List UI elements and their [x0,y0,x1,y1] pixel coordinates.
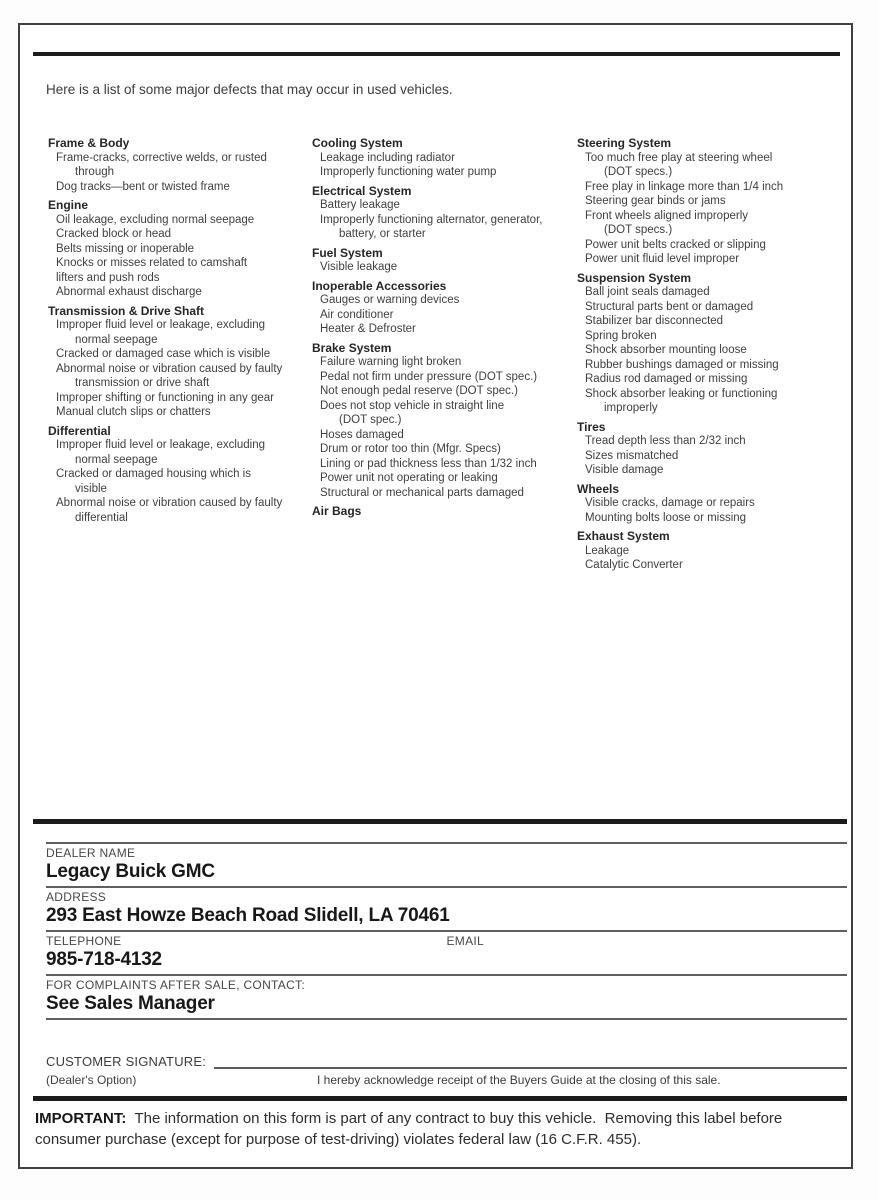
defect-item-line: Air conditioner [320,308,394,321]
important-label: IMPORTANT: [35,1110,127,1127]
defect-item-line: improperly [604,402,658,414]
defect-item-line: Oil leakage, excluding normal seepage [56,213,255,226]
defect-item-line: Ball joint seals damaged [585,286,710,298]
defect-section [577,529,845,573]
defect-item-line: Heater & Defroster [320,323,416,335]
customer-signature-label: CUSTOMER SIGNATURE: [46,1054,207,1069]
defect-item-line: normal seepage [75,453,158,466]
defect-item-line: Front wheels aligned improperly [585,209,748,222]
defect-item-line: Visible leakage [320,261,398,273]
defect-item-line: Cracked block or head [56,228,172,240]
defect-item-line: lifters and push rods [56,271,160,284]
field-complaints-contact [46,974,847,1018]
defect-item-line: (DOT spec.) [339,414,402,426]
defect-item-line: Power unit not operating or leaking [320,472,498,484]
defect-section [312,246,576,275]
important-text: The information on this form is part of any contract to buy this vehicle. Removing this label before consumer purchase (except for purpose of test-driving) violates federal law (16 C.F.R. 455). [35,1110,787,1148]
defect-section-heading: Wheels [577,481,620,496]
defect-item-line: Manual clutch slips or chatters [56,406,211,418]
defect-item-line: Structural parts bent or damaged [585,300,754,313]
defect-item-line: Dog tracks—bent or twisted frame [56,180,230,193]
top-divider-rule [33,52,840,56]
defect-item-line: Belts missing or inoperable [56,242,195,255]
defect-item-line: Power unit belts cracked or slipping [585,238,766,251]
telephone-value: 985-718-4132 [46,949,162,970]
defect-section-heading: Transmission & Drive Shaft [48,303,205,318]
defect-item-line: Shock absorber mounting loose [585,344,747,356]
defect-item-line: Radius rod damaged or missing [585,373,748,385]
field-telephone-email [46,930,847,974]
form-sheet [18,23,853,1169]
defect-item-line: Rubber bushings damaged or missing [585,358,779,371]
defect-item-line: Free play in linkage more than 1/4 inch [585,180,784,193]
defect-item-line: Steering gear binds or jams [585,195,726,207]
important-notice [35,1108,835,1150]
customer-signature-line [214,1055,847,1069]
defect-section-heading: Cooling System [312,136,403,150]
defect-section [577,136,845,267]
defect-item-line: Sizes mismatched [585,449,679,462]
defect-item-line: Lining or pad thickness less than 1/32 inch [320,457,537,470]
defect-item-line: Mounting bolts loose or missing [585,511,747,524]
defect-item-line: Does not stop vehicle in straight line [320,399,505,412]
dealer-section-divider-rule [33,819,847,824]
defect-item-line: Abnormal exhaust discharge [56,286,202,298]
defect-section-heading: Tires [577,419,606,434]
dealer-name-label: DEALER NAME [46,846,136,860]
dealer-info-fields [46,842,847,1020]
defect-section-heading: Brake System [312,340,392,355]
defect-section [577,420,845,478]
defect-item-line: (DOT specs.) [604,166,673,178]
address-label: ADDRESS [46,890,107,904]
defect-item-line: Gauges or warning devices [320,294,460,306]
defect-item-line: Improperly functioning alternator, generator, [320,213,543,226]
defect-section-heading: Steering System [577,136,672,150]
complaints-contact-value: See Sales Manager [46,993,215,1014]
defect-item-line: normal seepage [75,333,158,346]
defect-item-line: Visible cracks, damage or repairs [585,497,755,509]
defect-item-line: Cracked or damaged housing which is [56,468,251,480]
field-telephone [46,935,447,974]
defect-item-line: Spring broken [585,329,657,342]
defect-item-line: Improper fluid level or leakage, excluding [56,439,266,451]
defect-item-line: through [75,166,115,178]
defect-section [48,136,312,194]
defect-section-heading: Inoperable Accessories [312,278,447,293]
defect-section-heading: Exhaust System [577,529,670,543]
defect-item-line: battery, or starter [339,228,426,240]
defect-section [48,424,312,526]
defect-item-line: Catalytic Converter [585,559,683,571]
defect-section [48,198,312,300]
defect-item-line: Improperly functioning water pump [320,166,497,178]
signature-block [46,1054,847,1089]
field-dealer-name [46,842,847,886]
defect-section [312,136,576,180]
defect-item-line: Structural or mechanical parts damaged [320,486,524,499]
fields-bottom-rule [46,1018,847,1020]
defect-section-heading: Frame & Body [48,136,130,150]
defect-item-line: Knocks or misses related to camshaft [56,257,248,269]
defects-column-2 [312,136,576,519]
defect-item-line: Abnormal noise or vibration caused by faulty [56,497,283,509]
complaints-contact-label: FOR COMPLAINTS AFTER SALE, CONTACT: [46,978,305,992]
defect-item-line: visible [75,482,107,495]
defect-section [577,271,845,416]
defect-item-line: Too much free play at steering wheel [585,151,773,164]
dealers-option-note: (Dealer's Option) [46,1073,137,1087]
defect-item-line: Tread depth less than 2/32 inch [585,435,746,447]
defect-item-line: Battery leakage [320,199,400,211]
defect-section [48,304,312,420]
defect-section-heading: Electrical System [312,183,412,198]
defect-section [312,184,576,242]
defects-column-3 [577,136,845,573]
defect-section-heading: Suspension System [577,270,692,285]
defect-section [577,482,845,526]
footer-divider-rule [33,1096,847,1101]
defect-item-line: Abnormal noise or vibration caused by faulty [56,362,283,375]
defect-item-line: Cracked or damaged case which is visible [56,348,271,360]
defect-item-line: Shock absorber leaking or functioning [585,387,778,400]
defect-item-line: Improper fluid level or leakage, excluding [56,319,266,331]
defect-item-line: Leakage [585,544,630,557]
defect-item-line: Stabilizer bar disconnected [585,315,724,327]
dealer-name-value: Legacy Buick GMC [46,861,215,882]
defect-item-line: Frame-cracks, corrective welds, or rusted [56,151,267,164]
telephone-label: TELEPHONE [46,934,122,948]
defects-column-1 [48,136,312,525]
defect-item-line: (DOT specs.) [604,224,673,236]
defect-section-heading: Fuel System [312,245,383,260]
defect-item-line: Leakage including radiator [320,151,455,164]
defect-section [312,504,576,519]
defect-item-line: Visible damage [585,464,664,476]
defect-item-line: Improper shifting or functioning in any gear [56,391,274,404]
defect-item-line: Hoses damaged [320,428,404,441]
defect-item-line: Power unit fluid level improper [585,253,740,265]
defect-item-line: Failure warning light broken [320,356,462,368]
defect-item-line: Drum or rotor too thin (Mfgr. Specs) [320,443,501,455]
defect-section [312,279,576,337]
defect-section-heading: Differential [48,423,111,438]
defects-intro-text: Here is a list of some major defects that may occur in used vehicles. [46,82,453,97]
defect-item-line: Pedal not firm under pressure (DOT spec.) [320,370,538,383]
defect-item-line: differential [75,511,128,524]
defect-section-heading: Air Bags [312,504,362,518]
defect-section-heading: Engine [48,198,89,212]
defect-item-line: transmission or drive shaft [75,377,210,389]
field-email [447,935,848,974]
field-address [46,886,847,930]
acknowledgement-text: I hereby acknowledge receipt of the Buyers Guide at the closing of this sale. [317,1073,721,1087]
address-value: 293 East Howze Beach Road Slidell, LA 70461 [46,905,450,926]
defect-section [312,341,576,501]
defect-item-line: Not enough pedal reserve (DOT spec.) [320,385,518,397]
email-label: EMAIL [446,934,485,948]
